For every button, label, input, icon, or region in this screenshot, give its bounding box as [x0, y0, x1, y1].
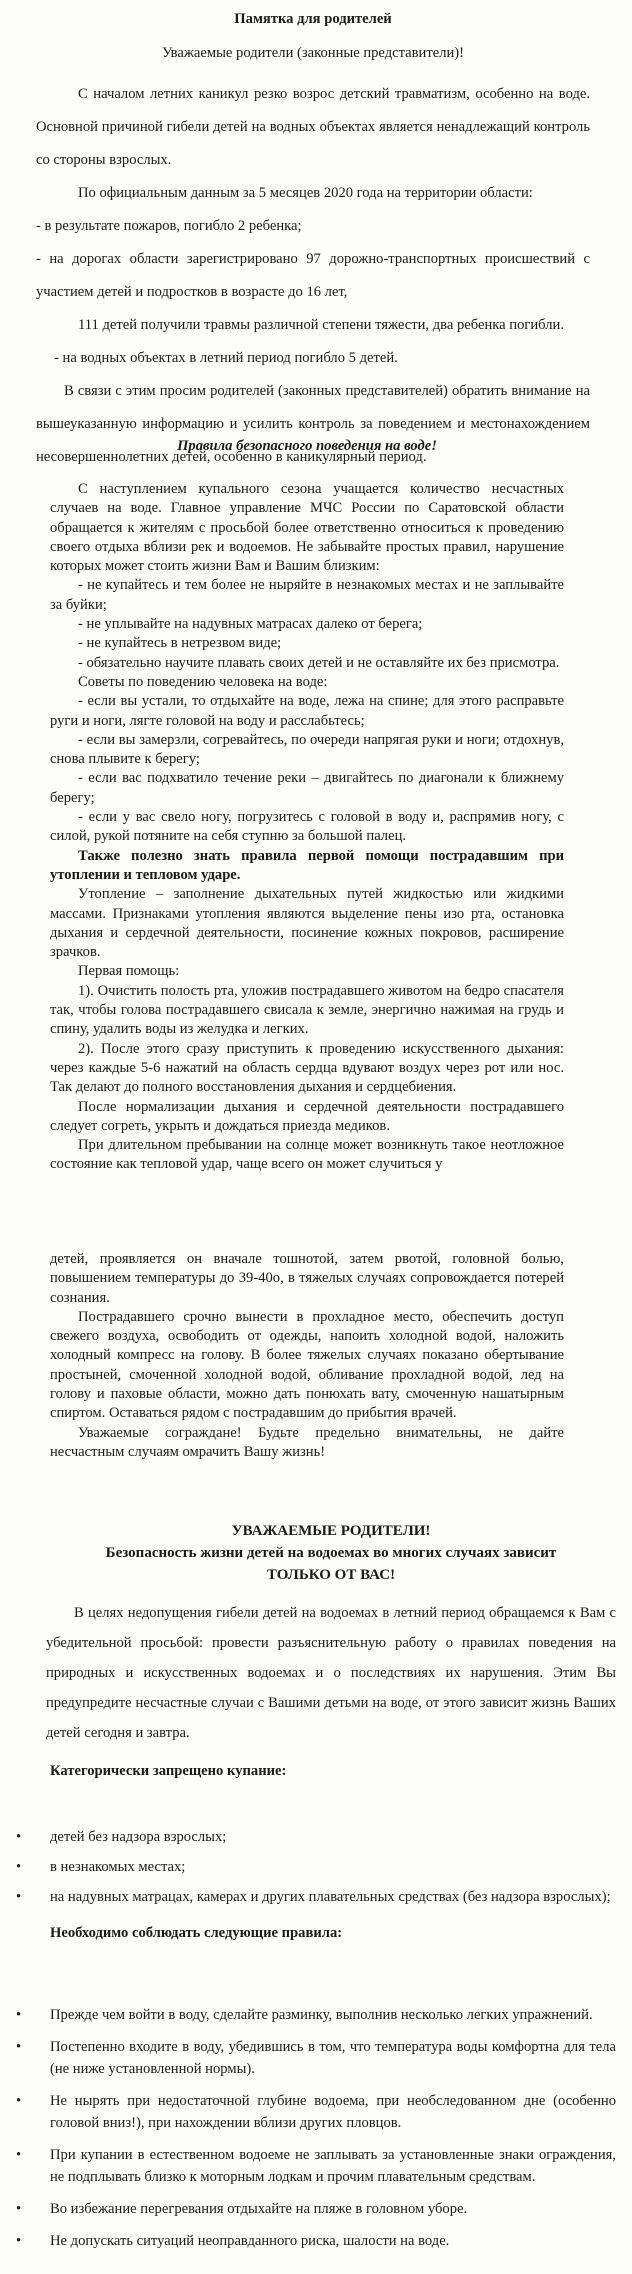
first-aid-step: 1). Очистить полость рта, уложив пострадавшего животом на бедро спасателя так, чтобы голова пострадавшего свисала к земле, энергично нажимая на грудь и спину, удалить воды из желудка и легких. [50, 982, 564, 1038]
tip-item: - если вы замерзли, согревайтесь, по очереди напрягая руки и ноги; отдохнув, снова плывите к берегу; [50, 731, 564, 768]
memo-title: Памятка для родителей [234, 11, 392, 27]
memo-stats-intro: По официальным данным за 5 месяцев 2020 года на территории области: [78, 185, 533, 201]
memo-intro: С началом летних каникул резко возрос детский травматизм, особенно на воде. Основной причиной гибели детей на водных объектах является ненадлежащий контроль со стороны взрослых. [36, 86, 590, 168]
must-item: • При купании в естественном водоеме не заплывать за установленные знаки ограждения, не подплывать близко к моторным лодкам и прочим плавательным средствам. [0, 2144, 616, 2188]
tip-item: - если вас подхватило течение реки – двигайтесь по диагонали к ближнему берегу; [50, 770, 564, 806]
first-aid-title: Первая помощь: [78, 963, 180, 980]
appeal-text: В целях недопущения гибели детей на водоемах в летний период обращаемся к Вам с убедительной просьбой: провести разъяснительную работу о правилах поведения на природных и искусственных водоемах и о последствиях их нарушения. Этим Вы предупредите несчастные случаи с Вашими детьми на воде, от этого зависит жизнь Ваших детей сегодня и завтра. [46, 1605, 616, 1741]
rules-continued-section [0, 1250, 632, 1462]
forbidden-item: • детей без надзора взрослых; [0, 1822, 616, 1852]
rules-heading: Правила безопасного поведения на воде! [177, 438, 437, 454]
appeal-section [0, 1520, 632, 1786]
rules-must-title: Необходимо соблюдать следующие правила: [50, 1925, 343, 1941]
memo-stat-fires: - в результате пожаров, погибло 2 ребенка; [36, 218, 302, 234]
memo-stat-injured: 111 детей получили травмы различной степени тяжести, два ребенка погибли. [78, 317, 564, 333]
rules-item: - не купайтесь и тем более не ныряйте в незнакомых местах и не заплывайте за буйки; [50, 577, 564, 613]
appeal-subheading: Безопасность жизни детей на водоемах во многих случаях зависит [105, 1545, 557, 1561]
forbidden-item: • на надувных матрацах, камерах и других плавательных средствах (без надзора взрослых); [0, 1886, 616, 1908]
first-aid-heading: Также полезно знать правила первой помощи пострадавшим при утоплении и тепловом ударе. [50, 847, 564, 883]
rules-closing: Уважаемые сограждане! Будьте предельно внимательны, не дайте несчастным случаям омрачить Вашу жизнь! [50, 1424, 564, 1460]
memo-greeting: Уважаемые родители (законные представители)! [161, 45, 465, 61]
memo-stat-roads: - на дорогах области зарегистрировано 97 дорожно-транспортных происшествий с участием детей и подростков в возрасте до 16 лет, [36, 251, 590, 300]
after-recovery-text: После нормализации дыхания и сердечной деятельности пострадавшего следует согреть, укрыть и дождаться приезда медиков. [50, 1098, 564, 1134]
memo-stat-water: - на водных объектах в летний период погибло 5 детей. [54, 350, 398, 366]
forbidden-item: • в незнакомых местах; [0, 1852, 616, 1882]
memo-section [0, 6, 632, 474]
rules-item: - не купайтесь в нетрезвом виде; [78, 635, 282, 652]
tip-item: - если вы устали, то отдыхайте на воде, лежа на спине; для этого расправьте руги и ноги, лягте головой на воду и расслабьтесь; [50, 693, 564, 729]
must-item: • Во избежание перегревания отдыхайте на пляже в головном уборе. [0, 2198, 616, 2220]
must-item: • Прежде чем войти в воду, сделайте разминку, выполнив несколько легких упражнений. [0, 2004, 616, 2026]
must-item: • Не нырять при недостаточной глубине водоема, при необследованном дне (особенно головой вниз!), при нахождении вблизи других пловцов. [0, 2090, 616, 2134]
tip-item: - если у вас свело ногу, погрузитесь с головой в воду и, распрямив ногу, с силой, рукой потяните на себя ступню за большой палец. [50, 809, 564, 845]
must-item: • Не допускать ситуаций неоправданного риска, шалости на воде. [0, 2230, 616, 2252]
first-aid-step: 2). После этого сразу приступить к проведению искусственного дыхания: через каждые 5-6 нажатий на область сердца вдувают воздух через рот или нос. Так делают до полного восстановления дыхания и сердцебиения. [50, 1040, 564, 1096]
must-item: • Постепенно входите в воду, убедившись в том, что температура воды комфортна для тела (не ниже установленной нормы). [0, 2036, 616, 2080]
forbidden-title: Категорически запрещено купание: [50, 1763, 287, 1779]
forbidden-list [0, 1822, 632, 1948]
heatstroke-text: При длительном пребывании на солнце может возникнуть такое неотложное состояние как тепловой удар, чаще всего он может случиться у [50, 1137, 564, 1173]
rules-section [0, 434, 632, 1175]
appeal-subheading-emphasis: ТОЛЬКО ОТ ВАС! [266, 1567, 396, 1583]
heatstroke-symptoms: детей, проявляется он вначале тошнотой, затем рвотой, головной болью, повышением температуры до 39-40о, в тяжелых случаях сопровождается потерей сознания. [50, 1251, 564, 1306]
drowning-definition: Утопление – заполнение дыхательных путей жидкостью или жидкими массами. Признаками утопления являются выделение пены изо рта, остановка дыхания и сердечной деятельности, посинение кожных покровов, расширение зрачков. [50, 886, 564, 961]
rules-item: - не уплывайте на надувных матрасах далеко от берега; [78, 616, 423, 633]
appeal-heading: УВАЖАЕМЫЕ РОДИТЕЛИ! [231, 1523, 431, 1539]
memo-request: В связи с этим просим родителей (законных представителей) обратить внимание на вышеуказанную информацию и усилить контроль за поведением и местонахождением несовершеннолетних детей, особенно в каникулярный период. [36, 383, 590, 465]
rules-item: - обязательно научите плавать своих детей и не оставляйте их без присмотра. [78, 654, 560, 671]
rules-intro: С наступлением купального сезона учащается количество несчастных случаев на воде. Главное управление МЧС России по Саратовской области обращается к жителям с просьбой более ответственно относиться к проведению своего отдыха вблизи рек и водоемов. Не забывайте простых правил, нарушение которых может стоить жизни Вам и Вашим близким: [50, 481, 564, 575]
must-list [0, 2004, 632, 2252]
tips-title: Советы по поведению человека на воде: [78, 673, 328, 690]
heatstroke-help: Пострадавшего срочно вынести в прохладное место, обеспечить доступ свежего воздуха, освободить от одежды, напоить холодной водой, наложить холодный компресс на голову. В более тяжелых случаях показано обертывание простыней, смоченной холодной водой, обливание прохладной водой, лед на голову и паховые области, можно дать понюхать вату, смоченную нашатырным спиртом. Оставаться рядом с пострадавшим до прибытия врачей. [50, 1308, 564, 1422]
